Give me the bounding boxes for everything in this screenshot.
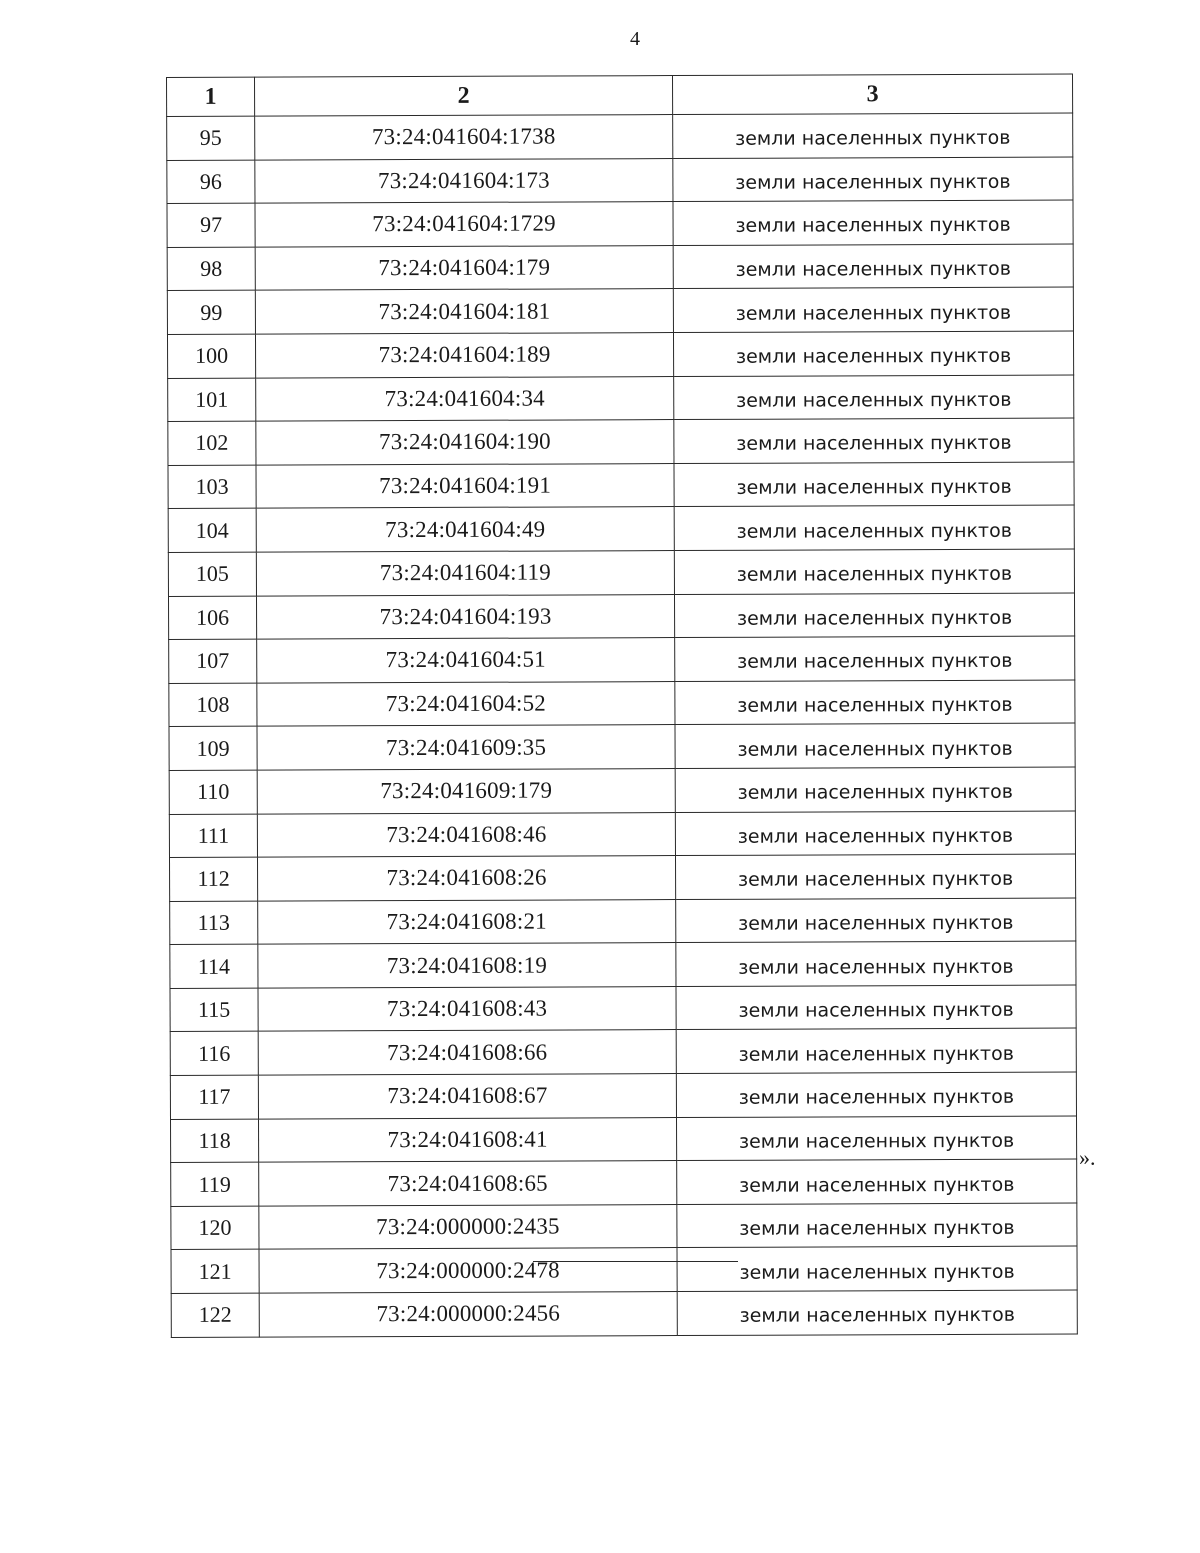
land-plots-table-container — [166, 74, 1077, 1338]
column-header-3: 3 — [672, 74, 1072, 115]
row-number: 114 — [170, 944, 258, 988]
cadastral-number: 73:24:041608:67 — [258, 1074, 676, 1119]
table-row — [167, 331, 1073, 378]
row-number: 103 — [168, 465, 256, 509]
cadastral-number: 73:24:041604:51 — [257, 638, 675, 683]
row-number: 104 — [168, 509, 256, 553]
table-row — [170, 1072, 1076, 1119]
land-category: земли населенных пунктов — [674, 549, 1074, 594]
cadastral-number: 73:24:041604:34 — [256, 376, 674, 421]
row-number: 107 — [169, 639, 257, 683]
land-category: земли населенных пунктов — [675, 767, 1075, 812]
land-category: земли населенных пунктов — [673, 200, 1073, 245]
table-header-row — [167, 74, 1073, 116]
land-category: земли населенных пунктов — [676, 898, 1076, 943]
row-number: 99 — [167, 291, 255, 335]
cadastral-number: 73:24:041604:1729 — [255, 202, 673, 247]
land-category: земли населенных пунктов — [677, 1203, 1077, 1248]
row-number: 101 — [168, 378, 256, 422]
land-category: земли населенных пунктов — [673, 113, 1073, 158]
table-row — [167, 200, 1073, 247]
cadastral-number: 73:24:041604:52 — [257, 681, 675, 726]
land-category: земли населенных пунктов — [677, 1290, 1077, 1335]
table-row — [170, 1028, 1076, 1075]
land-category: земли населенных пунктов — [675, 854, 1075, 899]
land-category: земли населенных пунктов — [673, 157, 1073, 202]
row-number: 113 — [170, 901, 258, 945]
table-row — [168, 505, 1074, 552]
row-number: 112 — [169, 857, 257, 901]
cadastral-number: 73:24:041608:66 — [258, 1030, 676, 1075]
table-row — [169, 854, 1075, 901]
cadastral-number: 73:24:041608:46 — [257, 812, 675, 857]
row-number: 121 — [171, 1250, 259, 1294]
table-body — [167, 113, 1078, 1337]
cadastral-number: 73:24:041604:193 — [256, 594, 674, 639]
land-category: земли населенных пунктов — [675, 811, 1075, 856]
cadastral-number: 73:24:041608:65 — [259, 1161, 677, 1206]
land-category: земли населенных пунктов — [676, 1028, 1076, 1073]
table-row — [167, 113, 1073, 160]
table-row — [169, 636, 1075, 683]
row-number: 115 — [170, 988, 258, 1032]
land-category: земли населенных пунктов — [673, 287, 1073, 332]
cadastral-number: 73:24:041604:189 — [255, 333, 673, 378]
row-number: 102 — [168, 421, 256, 465]
table-row — [168, 549, 1074, 596]
table-row — [171, 1203, 1077, 1250]
cadastral-number: 73:24:041604:1738 — [255, 115, 673, 160]
row-number: 108 — [169, 683, 257, 727]
cadastral-number: 73:24:041604:179 — [255, 245, 673, 290]
land-category: земли населенных пунктов — [677, 1246, 1077, 1291]
row-number: 110 — [169, 770, 257, 814]
cadastral-number: 73:24:041608:41 — [259, 1117, 677, 1162]
table-row — [171, 1159, 1077, 1206]
cadastral-number: 73:24:041608:19 — [258, 943, 676, 988]
page-number: 4 — [630, 28, 640, 50]
closing-quote: ». — [1079, 1145, 1096, 1170]
table-row — [170, 898, 1076, 945]
table-row — [170, 985, 1076, 1032]
table-row — [169, 723, 1075, 770]
table-row — [169, 680, 1075, 727]
row-number: 118 — [171, 1119, 259, 1163]
table-row — [168, 593, 1074, 640]
land-category: земли населенных пунктов — [675, 636, 1075, 681]
land-category: земли населенных пунктов — [674, 418, 1074, 463]
table-row — [167, 157, 1073, 204]
table-row — [170, 941, 1076, 988]
land-category: земли населенных пунктов — [674, 375, 1074, 420]
cadastral-number: 73:24:041604:49 — [256, 507, 674, 552]
table-row — [168, 375, 1074, 422]
cadastral-number: 73:24:041608:43 — [258, 986, 676, 1031]
cadastral-number: 73:24:041604:190 — [256, 420, 674, 465]
land-category: земли населенных пунктов — [674, 462, 1074, 507]
row-number: 120 — [171, 1206, 259, 1250]
table-row — [171, 1246, 1077, 1293]
row-number: 106 — [168, 596, 256, 640]
column-header-2: 2 — [255, 76, 673, 117]
table-row — [171, 1116, 1077, 1163]
end-rule — [533, 1261, 738, 1262]
table-row — [169, 767, 1075, 814]
cadastral-number: 73:24:041604:173 — [255, 158, 673, 203]
row-number: 122 — [171, 1293, 259, 1337]
land-category: земли населенных пунктов — [675, 723, 1075, 768]
row-number: 119 — [171, 1162, 259, 1206]
table-row — [168, 418, 1074, 465]
cadastral-number: 73:24:000000:2478 — [259, 1248, 677, 1293]
row-number: 100 — [167, 334, 255, 378]
row-number: 109 — [169, 726, 257, 770]
cadastral-number: 73:24:000000:2435 — [259, 1204, 677, 1249]
row-number: 98 — [167, 247, 255, 291]
table-row — [171, 1290, 1077, 1337]
land-category: земли населенных пунктов — [677, 1159, 1077, 1204]
row-number: 111 — [169, 814, 257, 858]
land-category: земли населенных пунктов — [674, 593, 1074, 638]
table-row — [169, 811, 1075, 858]
table-row — [167, 244, 1073, 291]
cadastral-number: 73:24:041604:119 — [256, 550, 674, 595]
land-category: земли населенных пунктов — [673, 331, 1073, 376]
column-header-1: 1 — [167, 77, 255, 116]
land-category: земли населенных пунктов — [673, 244, 1073, 289]
land-category: земли населенных пунктов — [675, 680, 1075, 725]
row-number: 97 — [167, 203, 255, 247]
land-category: земли населенных пунктов — [674, 505, 1074, 550]
row-number: 117 — [170, 1075, 258, 1119]
land-plots-table — [166, 74, 1078, 1338]
cadastral-number: 73:24:041604:181 — [255, 289, 673, 334]
table-row — [167, 287, 1073, 334]
land-category: земли населенных пунктов — [676, 1072, 1076, 1117]
cadastral-number: 73:24:000000:2456 — [259, 1292, 677, 1337]
cadastral-number: 73:24:041608:21 — [258, 899, 676, 944]
land-category: земли населенных пунктов — [676, 985, 1076, 1030]
cadastral-number: 73:24:041608:26 — [257, 856, 675, 901]
table-row — [168, 462, 1074, 509]
row-number: 116 — [170, 1032, 258, 1076]
row-number: 96 — [167, 160, 255, 204]
cadastral-number: 73:24:041609:35 — [257, 725, 675, 770]
cadastral-number: 73:24:041604:191 — [256, 463, 674, 508]
row-number: 95 — [167, 116, 255, 160]
land-category: земли населенных пунктов — [676, 941, 1076, 986]
land-category: земли населенных пунктов — [676, 1116, 1076, 1161]
row-number: 105 — [168, 552, 256, 596]
cadastral-number: 73:24:041609:179 — [257, 768, 675, 813]
